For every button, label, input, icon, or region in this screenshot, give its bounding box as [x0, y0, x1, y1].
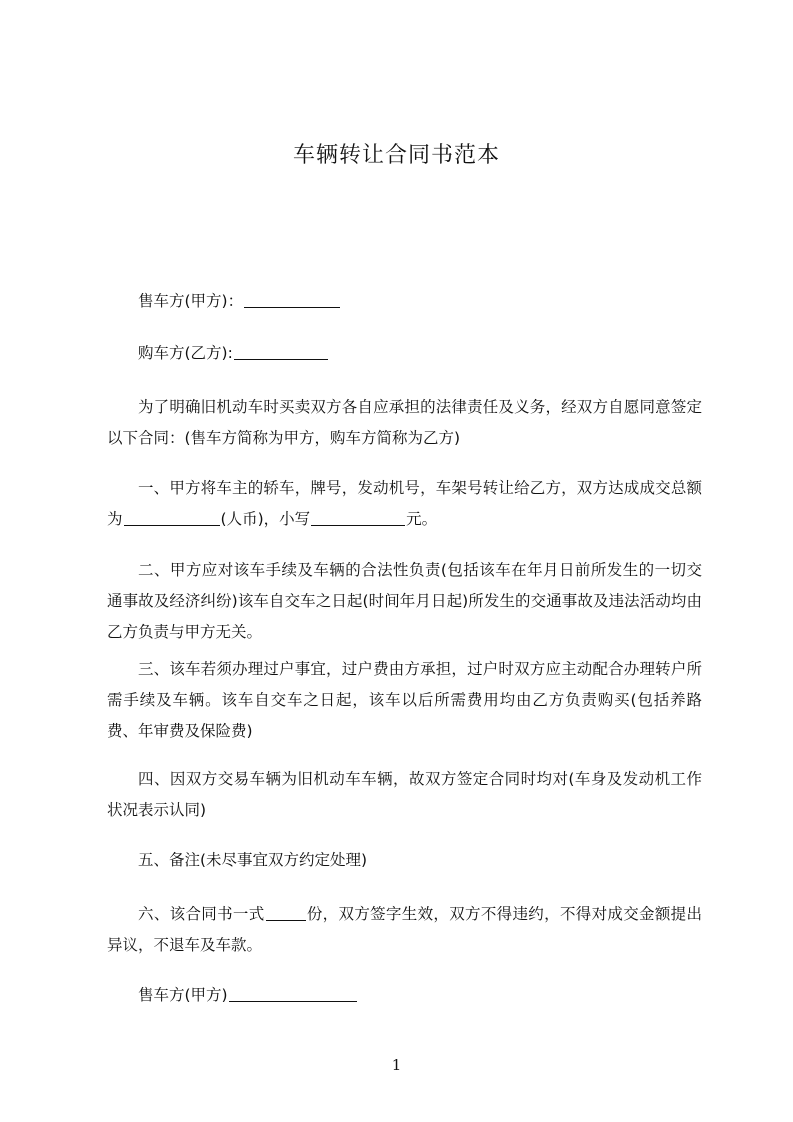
buyer-name-blank[interactable] — [234, 341, 328, 360]
clause-1-text-b: (人币)，小写 — [220, 510, 311, 528]
clause-3 — [107, 654, 702, 747]
intro-text: 为了明确旧机动车时买卖双方各自应承担的法律责任及义务，经双方自愿同意签定以下合同：(售车方简称为甲方，购车方简称为乙方) — [107, 398, 702, 447]
clause-4 — [107, 764, 702, 826]
clause-2 — [107, 555, 702, 648]
clause-2-text: 二、甲方应对该车手续及车辆的合法性负责(包括该车在年月日前所发生的一切交通事故及经济纠纷)该车自交车之日起(时间年月日起)所发生的交通事故及违法活动均由乙方负责与甲方无关。 — [107, 561, 702, 641]
seller-label: 售车方(甲方)： — [138, 292, 244, 310]
seller-signature-label: 售车方(甲方) — [138, 986, 228, 1004]
clause-1-text-a: 一、甲方将车主的轿车，牌号，发动机号，车架号转让给乙方，双方达成成交总额为 — [107, 479, 702, 528]
page-number: 1 — [391, 1056, 402, 1074]
seller-signature-blank[interactable] — [229, 983, 357, 1002]
clause-6-text-b: 份，双方签字生效，双方不得违约，不得对成交金额提出异议，不退车及车款。 — [107, 905, 702, 954]
total-amount-blank[interactable] — [124, 507, 220, 526]
clause-5-text: 五、备注(未尽事宜双方约定处理) — [138, 851, 368, 869]
document-title: 车辆转让合同书范本 — [292, 143, 500, 168]
seller-line — [107, 286, 702, 317]
clause-6-text-a: 六、该合同书一式 — [138, 905, 265, 923]
clause-1 — [107, 473, 702, 535]
seller-signature-line — [107, 980, 702, 1011]
intro-paragraph — [107, 392, 702, 454]
clause-3-text: 三、该车若须办理过户事宜，过户费由方承担，过户时双方应主动配合办理转户所需手续及车辆。该车自交车之日起，该车以后所需费用均由乙方负责购买(包括养路费、年审费及保险费) — [107, 660, 702, 740]
buyer-label: 购车方(乙方): — [138, 344, 233, 362]
clause-4-text: 四、因双方交易车辆为旧机动车车辆，故双方签定合同时均对(车身及发动机工作状况表示认同) — [107, 770, 702, 819]
clause-6 — [107, 899, 702, 961]
amount-figures-blank[interactable] — [311, 507, 405, 526]
copies-count-blank[interactable] — [266, 902, 306, 921]
clause-5 — [107, 845, 702, 876]
clause-1-text-c: 元。 — [406, 510, 438, 528]
buyer-line — [107, 338, 702, 369]
seller-name-blank[interactable] — [244, 289, 340, 308]
